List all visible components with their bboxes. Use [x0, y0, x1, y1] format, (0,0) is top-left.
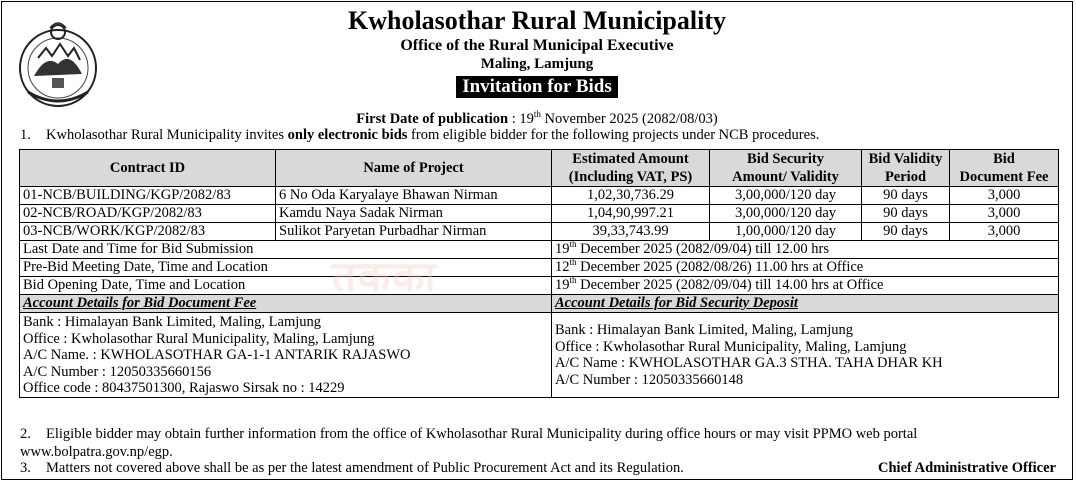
clause-1-bold: only electronic bids — [287, 127, 408, 143]
security-account-title: Account Details for Bid Security Deposit — [552, 295, 1059, 313]
schedule-value — [552, 277, 1059, 295]
security-cell: 3,00,000/120 day — [710, 205, 862, 223]
header-fee-line1: Bid — [993, 151, 1015, 167]
header-security — [710, 150, 862, 187]
contract-id-cell: 03-NCB/WORK/KGP/2082/83 — [20, 223, 276, 241]
schedule-day-suffix: th — [569, 275, 577, 286]
security-account-details — [552, 313, 1059, 398]
account-line: Office code : 80437501300, Rajaswo Sirsak no : 14229 — [23, 380, 345, 396]
schedule-day: 12 — [555, 259, 570, 275]
publication-date-separator: : — [508, 111, 520, 127]
table-row — [20, 187, 1059, 205]
notice-header — [2, 6, 1072, 98]
clause-1-text: Kwholasothar Rural Municipality invites — [46, 127, 288, 143]
watermark: तकका — [332, 252, 438, 301]
security-cell: 1,00,000/120 day — [710, 223, 862, 241]
notice-title: Invitation for Bids — [456, 76, 618, 98]
project-cell: Sulikot Paryetan Purbadhar Nirman — [276, 223, 552, 241]
schedule-row — [20, 241, 1059, 259]
office-location: Maling, Lamjung — [480, 56, 594, 72]
publication-date-label: First Date of publication — [356, 111, 509, 127]
clause-2 — [20, 425, 1060, 461]
account-line: Office : Kwholasothar Rural Municipality, Maling, Lamjung — [555, 338, 907, 355]
header-amount-line2: (Including VAT, PS) — [568, 169, 693, 185]
account-header-row — [20, 295, 1059, 313]
schedule-label: Last Date and Time for Bid Submission — [20, 241, 552, 259]
header-validity — [862, 150, 950, 187]
fee-cell: 3,000 — [950, 205, 1059, 223]
validity-cell: 90 days — [862, 223, 950, 241]
project-cell: 6 No Oda Karyalaye Bhawan Nirman — [276, 187, 552, 205]
schedule-label: Bid Opening Date, Time and Location — [20, 277, 552, 295]
amount-cell: 39,33,743.99 — [552, 223, 710, 241]
table-row — [20, 205, 1059, 223]
schedule-value — [552, 259, 1059, 277]
account-line: A/C Number : 12050335660148 — [555, 371, 744, 388]
schedule-day-suffix: th — [569, 239, 577, 250]
office-name: Office of the Rural Municipal Executive — [400, 37, 674, 54]
account-line: Bank : Himalayan Bank Limited, Maling, Lamjung — [23, 314, 322, 330]
account-line: Office : Kwholasothar Rural Municipality, Maling, Lamjung — [23, 330, 375, 347]
publication-day-suffix: th — [533, 109, 541, 120]
clause-number: 1. — [20, 127, 31, 143]
clause-3 — [20, 460, 684, 477]
schedule-row — [20, 259, 1059, 277]
schedule-day: 19 — [555, 277, 570, 293]
project-cell: Kamdu Naya Sadak Nirman — [276, 205, 552, 223]
validity-cell: 90 days — [862, 205, 950, 223]
doc-fee-account-title: Account Details for Bid Document Fee — [20, 295, 552, 313]
account-line: A/C Number : 12050335660156 — [23, 363, 212, 380]
doc-fee-account-details — [20, 313, 552, 398]
contract-id-cell: 02-NCB/ROAD/KGP/2082/83 — [20, 205, 276, 223]
account-line: Bank : Himalayan Bank Limited, Maling, Lamjung — [555, 322, 854, 339]
fee-cell: 3,000 — [950, 223, 1059, 241]
table-header-row — [20, 150, 1059, 187]
clause-1 — [20, 127, 819, 144]
account-details-row — [20, 313, 1059, 398]
account-line: A/C Name : KWHOLASOTHAR GA.3 STHA. TAHA DHAR KH — [555, 355, 943, 372]
schedule-day-suffix: th — [569, 257, 577, 268]
schedule-label: Pre-Bid Meeting Date, Time and Location — [20, 259, 552, 277]
clause-3-text: Matters not covered above shall be as per the latest amendment of Public Procurement Act and its Regulation. — [46, 460, 684, 476]
fee-cell: 3,000 — [950, 187, 1059, 205]
clause-1-text-end: from eligible bidder for the following projects under NCB procedures. — [407, 127, 820, 143]
account-line: A/C Name. : KWHOLASOTHAR GA-1-1 ANTARIK RAJASWO — [23, 347, 411, 363]
header-validity-line1: Bid Validity — [868, 151, 943, 167]
header-fee — [950, 150, 1059, 187]
header-amount — [552, 150, 710, 187]
clause-2-text: Eligible bidder may obtain further information from the office of Kwholasothar Rural Municipality during office hours or may visit PPMO web portal www.bolpatra.gov.np/egp. — [20, 426, 918, 460]
validity-cell: 90 days — [862, 187, 950, 205]
schedule-row — [20, 277, 1059, 295]
clause-number: 2. — [20, 426, 31, 442]
bid-table — [19, 149, 1059, 398]
header-security-line2: Amount/ Validity — [732, 169, 839, 185]
header-contract-id: Contract ID — [20, 150, 276, 187]
amount-cell: 1,04,90,997.21 — [552, 205, 710, 223]
publication-day: 19 — [519, 111, 534, 127]
notice-page — [1, 1, 1073, 480]
schedule-detail: December 2025 (2082/09/04) till 14.00 hrs at Office — [576, 277, 884, 293]
publication-date — [2, 111, 1072, 127]
schedule-value — [552, 241, 1059, 259]
clause-number: 3. — [20, 460, 31, 476]
contract-id-cell: 01-NCB/BUILDING/KGP/2082/83 — [20, 187, 276, 205]
schedule-detail: December 2025 (2082/09/04) till 12.00 hrs — [576, 241, 830, 257]
organization-name: Kwholasothar Rural Municipality — [347, 6, 726, 35]
schedule-day: 19 — [555, 241, 570, 257]
header-project: Name of Project — [276, 150, 552, 187]
table-row — [20, 223, 1059, 241]
security-cell: 3,00,000/120 day — [710, 187, 862, 205]
schedule-detail: December 2025 (2082/08/26) 11.00 hrs at Office — [576, 259, 864, 275]
publication-date-rest: November 2025 (2082/08/03) — [540, 111, 718, 127]
amount-cell: 1,02,30,736.29 — [552, 187, 710, 205]
signatory: Chief Administrative Officer — [878, 460, 1056, 476]
header-validity-line2: Period — [884, 169, 927, 185]
header-amount-line1: Estimated Amount — [572, 151, 689, 167]
header-fee-line2: Document Fee — [959, 169, 1049, 185]
header-security-line1: Bid Security — [747, 151, 824, 167]
